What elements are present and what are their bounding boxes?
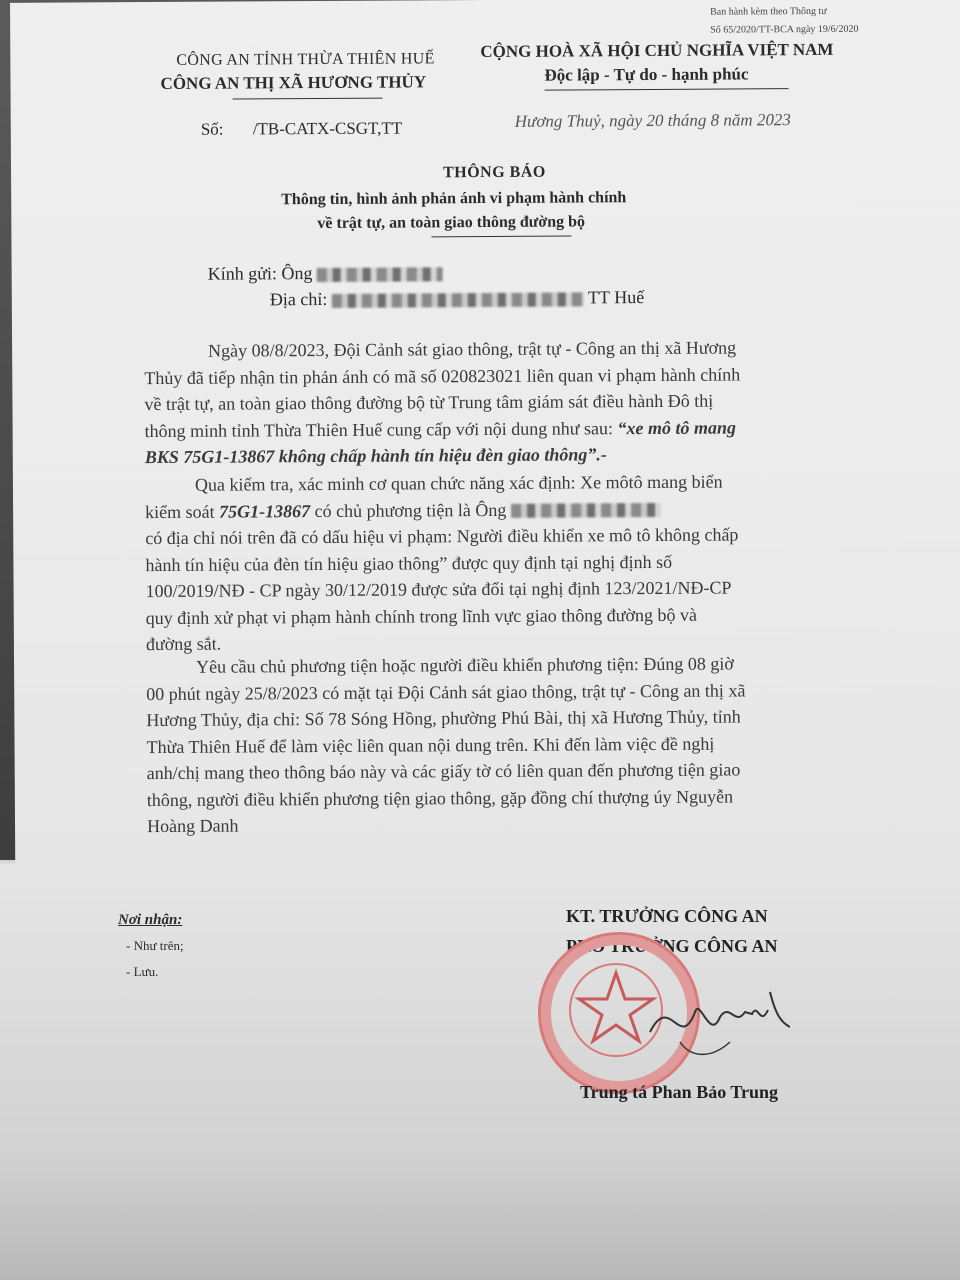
recipient-address-suffix: TT Huế [587,287,645,308]
p2-line2-b: có chủ phương tiện là Ông [314,499,507,521]
recipient-to [208,262,443,284]
redacted-recipient-name [317,267,443,282]
recipient-address [270,287,644,310]
p3-line1: Yêu cầu chủ phương tiện hoặc người điều khiển phương tiện: Đúng 08 giờ [196,653,734,677]
p1-line4: thông minh tỉnh Thừa Thiên Huế cung cấp với nội dung như sau: [144,417,613,441]
p2-line4: hành tín hiệu của đèn tín hiệu giao thông” được quy định tại nghị định số [145,551,673,575]
recipient-address-label: Địa chỉ: [269,288,328,310]
recipients-label: Nơi nhận: [118,912,183,928]
agency-parent: CÔNG AN TỈNH THỪA THIÊN HUẾ [176,50,435,69]
subtitle-underline [431,235,571,237]
document-subtitle-2: về trật tự, an toàn giao thông đường bộ [317,213,586,233]
p1-quote-part1: “xe mô tô mang [617,416,737,438]
recipient-to-label: Kính gửi: Ông [207,263,313,284]
redacted-owner-name [511,503,661,518]
p1-quote-part2: BKS 75G1-13867 không chấp hành tín hiệu đèn giao thông”.- [144,444,607,468]
p2-line3: có địa chỉ nói trên đã có dấu hiệu vi phạm: Người điều khiển xe mô tô không chấp [145,524,739,549]
document-lower-section [0,862,960,1280]
p3-line4: Thừa Thiên Huế để làm việc liên quan nội dung trên. Khi đến làm việc đề nghị [146,733,715,757]
agency-underline [233,98,383,100]
p3-line3: Hương Thủy, địa chỉ: Số 78 Sóng Hồng, phường Phú Bài, thị xã Hương Thủy, tỉnh [146,706,741,731]
document-page [10,0,960,873]
document-number-label: Số: [200,119,224,139]
recipients-item-2: - Lưu. [126,964,159,979]
p2-line6: quy định xử phạt vi phạm hành chính trong lĩnh vực giao thông đường bộ và [145,604,698,628]
motto-underline [545,88,789,90]
p2-line5: 100/2019/NĐ - CP ngày 30/12/2019 được sửa đổi tại nghị định 123/2021/NĐ-CP [145,577,732,602]
document-number: /TB-CATX-CSGT,TT [252,118,403,139]
nation-title: CỘNG HOÀ XÃ HỘI CHỦ NGHĨA VIỆT NAM [480,39,834,62]
p1-line3: về trật tự, an toàn giao thông đường bộ từ Trung tâm giám sát điều hành Đô thị [144,390,714,415]
p3-line6: thông, người điều khiển phương tiện giao thông, gặp đồng chí thượng úy Nguyễn [146,785,734,810]
p1-line1: Ngày 08/8/2023, Đội Cảnh sát giao thông, trật tự - Công an thị xã Hương [208,337,737,361]
signature-title-1: KT. TRƯỞNG CÔNG AN [566,906,768,926]
nation-motto: Độc lập - Tự do - hạnh phúc [544,64,749,85]
paragraph-3 [146,650,897,840]
document-title: THÔNG BÁO [443,163,546,182]
p2-line7: đường sắt. [145,633,222,655]
paragraph-2 [145,468,896,658]
signer-name: Trung tá Phan Bảo Trung [580,1082,779,1102]
p3-line5: anh/chị mang theo thông báo này và các giấy tờ có liên quan đến phương tiện giao [146,759,741,784]
agency-name: CÔNG AN THỊ XÃ HƯƠNG THỦY [160,72,427,93]
p3-line7: Hoàng Danh [146,815,239,837]
document-subtitle-1: Thông tin, hình ảnh phản ánh vi phạm hành chính [281,189,627,209]
p1-line2: Thủy đã tiếp nhận tin phản ánh có mã số 020823021 liên quan vi phạm hành chính [144,363,741,388]
handwritten-signature-icon [640,972,790,1062]
recipients-item-1: - Như trên; [126,938,184,953]
license-plate: 75G1-13867 [219,500,311,522]
p2-line1: Qua kiểm tra, xác minh cơ quan chức năng xác định: Xe môtô mang biển [194,471,723,495]
p3-line2: 00 phút ngày 25/8/2023 có mặt tại Đội Cảnh sát giao thông, trật tự - Công an thị xã [146,679,746,704]
place-date: Hương Thuỷ, ngày 20 tháng 8 năm 2023 [514,110,791,131]
paragraph-1 [144,334,895,471]
form-note-line2: Số 65/2020/TT-BCA ngày 19/6/2020 [710,23,859,36]
p2-line2-a: kiểm soát [145,501,215,522]
signature-title-2: PHÓ TRƯỞNG CÔNG AN [566,936,778,956]
redacted-address [332,292,584,308]
form-note-line1: Ban hành kèm theo Thông tư [710,5,827,18]
